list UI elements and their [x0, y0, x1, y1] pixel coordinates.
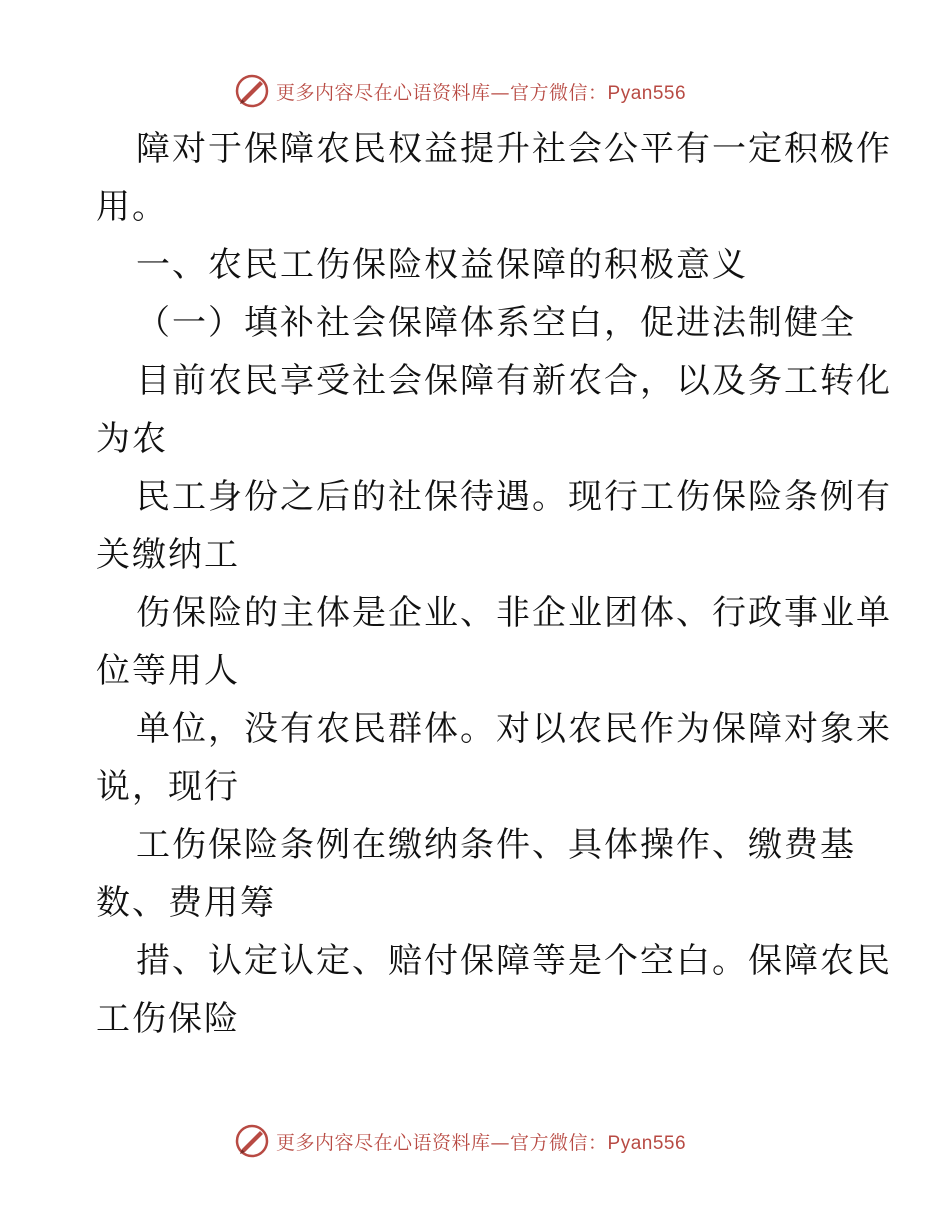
document-body [96, 120, 892, 1048]
watermark-text: 更多内容尽在心语资料库—官方微信：Pyan556 [276, 1131, 687, 1154]
text-line: 一、农民工伤保险权益保障的积极意义 [136, 245, 748, 285]
text-line: 数、费用筹 [96, 883, 276, 923]
pen-logo-icon [234, 73, 270, 109]
text-line: 障对于保障农民权益提升社会公平有一定积极作 [136, 129, 892, 169]
header-watermark [234, 71, 686, 111]
text-line: 目前农民享受社会保障有新农合，以及务工转化 [136, 361, 892, 401]
text-line: 民工身份之后的社保待遇。现行工伤保险条例有 [136, 477, 892, 517]
text-line: 伤保险的主体是企业、非企业团体、行政事业单 [136, 593, 892, 633]
text-line: 工伤保险 [96, 999, 240, 1039]
pen-logo-icon [234, 1123, 270, 1159]
footer-watermark [234, 1121, 686, 1161]
text-line: 措、认定认定、赔付保障等是个空白。保障农民 [136, 941, 892, 981]
text-line: 位等用人 [96, 651, 240, 691]
watermark-contact: 官方微信：Pyan556 [510, 82, 687, 104]
text-line: 单位，没有农民群体。对以农民作为保障对象来 [136, 709, 892, 749]
text-line: 为农 [96, 419, 168, 459]
watermark-contact: 官方微信：Pyan556 [510, 1132, 687, 1154]
text-line: 用。 [96, 187, 168, 227]
watermark-text: 更多内容尽在心语资料库—官方微信：Pyan556 [276, 81, 687, 104]
text-line: 工伤保险条例在缴纳条件、具体操作、缴费基 [136, 825, 856, 865]
text-line: 说，现行 [96, 767, 240, 807]
text-line: 关缴纳工 [96, 535, 240, 575]
text-line: （一）填补社会保障体系空白，促进法制健全 [136, 303, 856, 343]
